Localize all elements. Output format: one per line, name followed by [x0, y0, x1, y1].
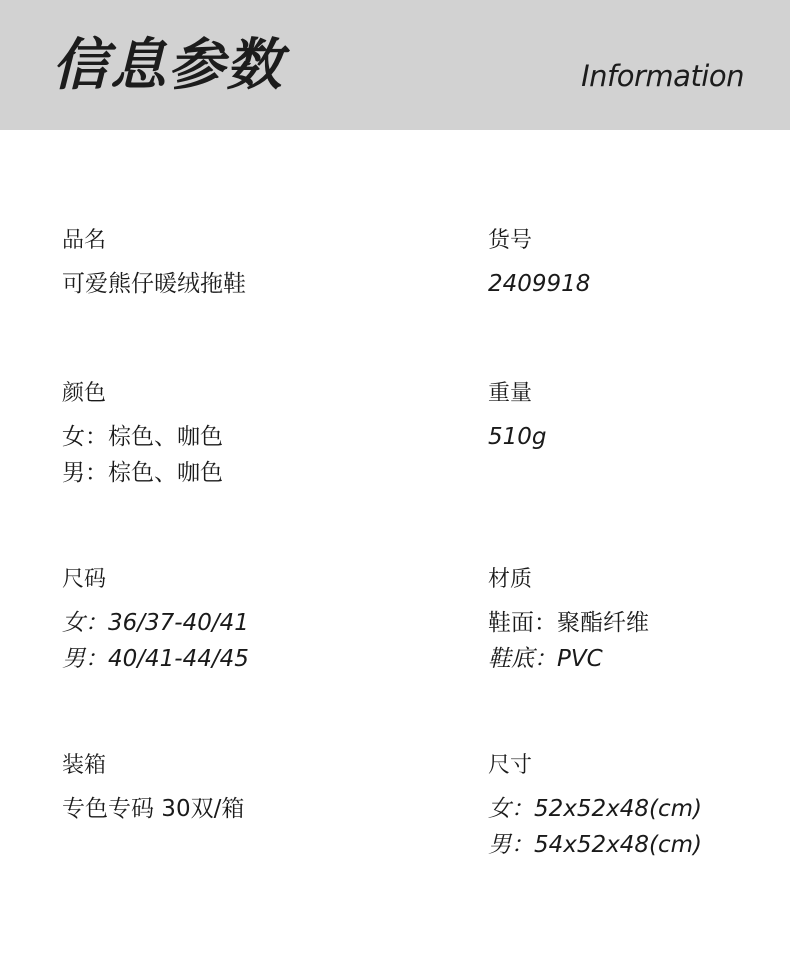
field-product-name	[62, 226, 362, 302]
page-title: 信息参数	[52, 33, 284, 98]
field-label: 货号	[488, 228, 533, 253]
field-label: 品名	[62, 228, 107, 253]
field-value: 女：棕色、咖色	[62, 424, 223, 450]
header-banner	[0, 0, 790, 130]
field-label: 尺寸	[488, 753, 533, 778]
field-weight	[488, 379, 788, 455]
field-color	[62, 379, 362, 491]
field-value: 2409918	[488, 271, 591, 297]
field-value: 可爱熊仔暖绒拖鞋	[62, 271, 246, 297]
field-value: 鞋面：聚酯纤维	[488, 610, 649, 636]
field-label: 尺码	[62, 567, 107, 592]
field-label: 颜色	[62, 381, 107, 406]
field-packing	[62, 751, 362, 827]
field-label: 装箱	[62, 753, 107, 778]
field-value: 男：54x52x48(cm)	[488, 832, 703, 858]
page-subtitle: Information	[581, 59, 744, 93]
field-value: 510g	[488, 424, 547, 450]
field-value: 专色专码 30双/箱	[62, 796, 245, 822]
field-label: 重量	[488, 381, 533, 406]
field-material	[488, 565, 788, 677]
field-value: 男：棕色、咖色	[62, 460, 223, 486]
field-value: 鞋底：PVC	[488, 646, 603, 672]
field-size	[62, 565, 362, 677]
field-label: 材质	[488, 567, 533, 592]
field-item-number	[488, 226, 788, 302]
field-dimensions	[488, 751, 788, 863]
field-value: 女：36/37-40/41	[62, 610, 249, 636]
field-value: 女：52x52x48(cm)	[488, 796, 703, 822]
field-value: 男：40/41-44/45	[62, 646, 249, 672]
